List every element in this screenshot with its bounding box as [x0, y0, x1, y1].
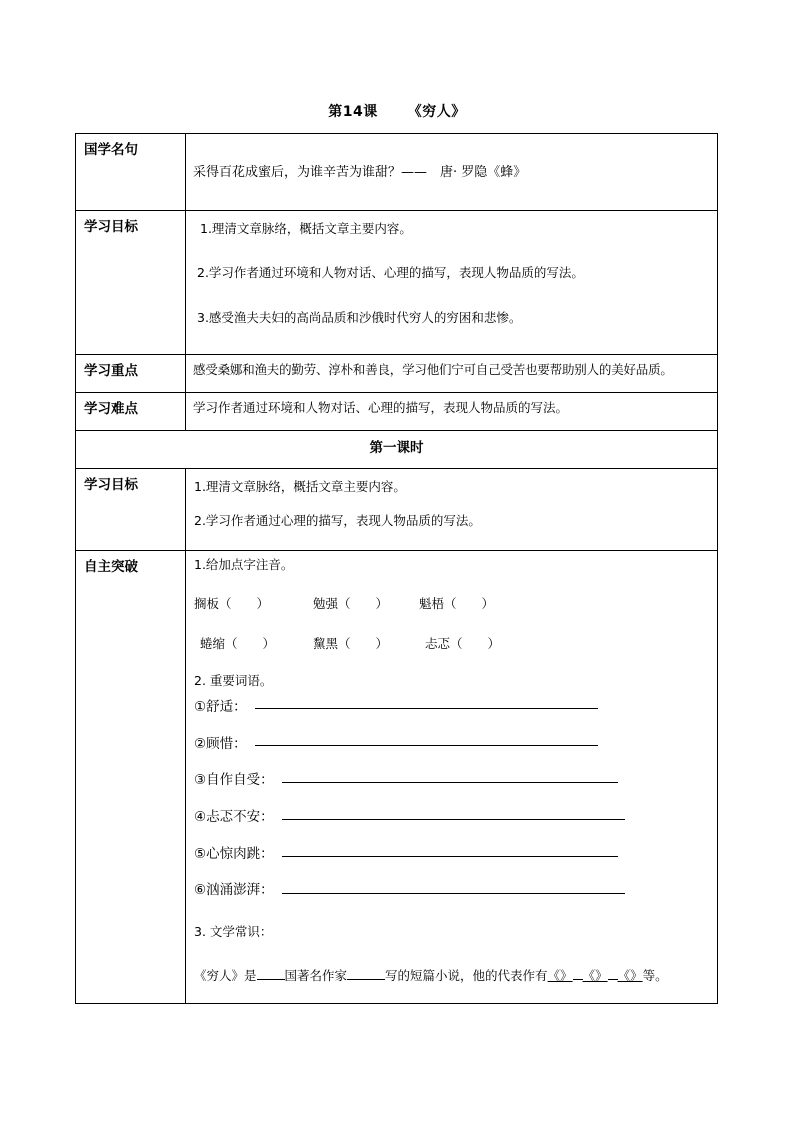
- key-row: [76, 355, 718, 393]
- row-label-key: 学习重点: [76, 355, 186, 393]
- pinyin-item: 魁梧（ ）: [419, 596, 495, 611]
- goal-item: 2.学习作者通过环境和人物对话、心理的描写，表现人物品质的写法。: [197, 265, 584, 280]
- lesson-number: 第14课: [328, 104, 378, 120]
- difficulty-row: [76, 393, 718, 431]
- row-label-goals: 学习目标: [76, 211, 186, 355]
- pinyin-item: 勉强（ ）: [313, 596, 389, 611]
- goals2-row: [76, 469, 718, 551]
- key-text: 感受桑娜和渔夫的勤劳、淳朴和善良，学习他们宁可自己受苦也要帮助别人的美好品质。: [193, 362, 673, 377]
- word-item: ②顾惜：: [194, 736, 247, 752]
- period-heading: 第一课时: [76, 431, 718, 469]
- goal2-item: 1.理清文章脉络，概括文章主要内容。: [194, 479, 406, 494]
- quote-row: [76, 134, 718, 211]
- answer-blank[interactable]: [257, 979, 285, 980]
- word-item: ③自作自受：: [194, 772, 274, 788]
- page-title: [0, 101, 794, 121]
- goal2-item: 2.学习作者通过心理的描写，表现人物品质的写法。: [194, 513, 481, 528]
- row-label-quote: 国学名句: [76, 134, 186, 211]
- word-item: ①舒适：: [194, 699, 247, 715]
- goal-item: 3.感受渔夫夫妇的高尚品质和沙俄时代穷人的穷困和悲惨。: [197, 310, 522, 325]
- answer-blank[interactable]: [255, 745, 598, 746]
- pinyin-item: 搁板（ ）: [194, 596, 270, 611]
- goal-item: 1.理清文章脉络，概括文章主要内容。: [200, 221, 412, 236]
- word-item: ⑤心惊肉跳：: [194, 846, 274, 862]
- period-row: [76, 431, 718, 469]
- answer-blank[interactable]: [282, 893, 625, 894]
- answer-blank[interactable]: [347, 979, 385, 980]
- word-item: ④忐忑不安：: [194, 809, 274, 825]
- answer-blank[interactable]: [255, 708, 598, 709]
- literature-sentence: 《穷人》是 国著名作家 写的短篇小说，他的代表作有《》 《》 《》等。: [194, 968, 668, 983]
- question-2: 2. 重要词语。: [194, 673, 273, 688]
- quote-text: 采得百花成蜜后，为谁辛苦为谁甜？—— 唐· 罗隐《蜂》: [193, 165, 527, 180]
- selfstudy-row: [76, 551, 718, 1004]
- pinyin-item: 黧黑（ ）: [313, 636, 389, 651]
- word-item: ⑥汹涌澎湃：: [194, 882, 274, 898]
- pinyin-item: 忐忑（ ）: [425, 636, 501, 651]
- question-1: 1.给加点字注音。: [194, 557, 294, 572]
- difficulty-text: 学习作者通过环境和人物对话、心理的描写，表现人物品质的写法。: [193, 400, 569, 415]
- lesson-table: [75, 133, 718, 1004]
- answer-blank[interactable]: [282, 782, 618, 783]
- row-label-selfstudy: 自主突破: [76, 551, 186, 1004]
- pinyin-item: 蜷缩（ ）: [200, 636, 276, 651]
- question-3: 3. 文学常识：: [194, 924, 273, 939]
- answer-blank[interactable]: [282, 819, 625, 820]
- answer-blank[interactable]: [282, 856, 618, 857]
- row-label-difficulty: 学习难点: [76, 393, 186, 431]
- row-label-goals2: 学习目标: [76, 469, 186, 551]
- goals-row: [76, 211, 718, 355]
- lesson-name: 《穷人》: [407, 104, 466, 120]
